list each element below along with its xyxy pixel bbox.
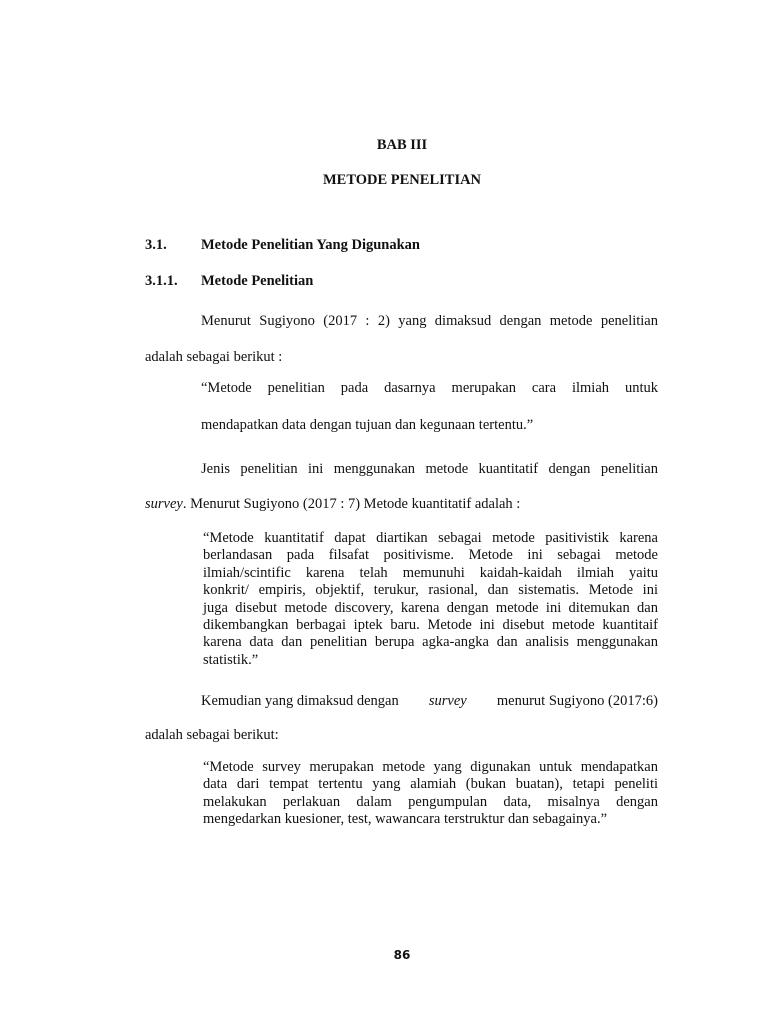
- paragraph-3-line-2: adalah sebagai berikut:: [145, 727, 279, 743]
- quote-2-line: dikembangkan berbagai iptek baru. Metode ini disebut metode kuantitaif: [203, 617, 658, 634]
- paragraph-2-line-2: [145, 496, 520, 513]
- paragraph-3-line-1: [201, 693, 658, 710]
- subsection-title: Metode Penelitian: [201, 273, 314, 289]
- subsection-number: 3.1.1.: [145, 273, 178, 289]
- page-number: 86: [393, 948, 411, 962]
- quote-2-block: [203, 530, 658, 669]
- paragraph-1-line-1: Menurut Sugiyono (2017 : 2) yang dimaksud dengan metode penelitian: [201, 313, 658, 329]
- quote-2-line: ilmiah/scintific karena telah memunuhi kaidah-kaidah ilmiah yaitu: [203, 564, 658, 581]
- quote-3-line: mengedarkan kuesioner, test, wawancara terstruktur dan sebagainya.”: [203, 811, 608, 828]
- quote-3-line: melakukan perlakuan dalam pengumpulan data, misalnya dengan: [203, 793, 658, 810]
- quote-2-line: statistik.”: [203, 651, 259, 668]
- paragraph-1-line-2: adalah sebagai berikut :: [145, 349, 283, 365]
- quote-2-line: juga disebut metode discovery, karena dengan metode ini ditemukan dan: [203, 599, 658, 616]
- quote-3-block: [203, 759, 658, 829]
- paragraph-2-line-2-rest: . Menurut Sugiyono (2017 : 7) Metode kuantitatif adalah :: [182, 496, 521, 512]
- quote-1-line-2: mendapatkan data dengan tujuan dan kegunaan tertentu.”: [201, 417, 534, 433]
- quote-3-line: “Metode survey merupakan metode yang digunakan untuk mendapatkan: [203, 759, 658, 775]
- paragraph-3-after: menurut Sugiyono (2017:6): [496, 693, 658, 709]
- quote-2-line: “Metode kuantitatif dapat diartikan sebagai metode pasitivistik karena: [203, 530, 658, 546]
- chapter-label: BAB III: [376, 137, 428, 153]
- chapter-title: METODE PENELITIAN: [322, 172, 482, 188]
- quote-3-line: data dari tempat tertentu yang alamiah (bukan buatan), tetapi peneliti: [203, 776, 658, 793]
- survey-term: survey: [428, 693, 467, 709]
- survey-term: survey: [145, 496, 183, 512]
- quote-2-line: konkrit/ empiris, objektif, terukur, rasional, dan sistematis. Metode ini: [203, 582, 658, 599]
- quote-2-line: karena data dan penelitian berupa agka-angka dan analisis menggunakan: [203, 634, 658, 651]
- quote-1-line-1: “Metode penelitian pada dasarnya merupakan cara ilmiah untuk: [201, 380, 658, 396]
- paragraph-3-before: Kemudian yang dimaksud dengan: [201, 693, 399, 709]
- section-title: Metode Penelitian Yang Digunakan: [201, 237, 420, 253]
- quote-2-line: berlandasan pada filsafat positivisme. Metode ini sebagai metode: [203, 547, 658, 564]
- section-number: 3.1.: [145, 237, 167, 253]
- paragraph-2-line-1: Jenis penelitian ini menggunakan metode kuantitatif dengan penelitian: [201, 461, 658, 477]
